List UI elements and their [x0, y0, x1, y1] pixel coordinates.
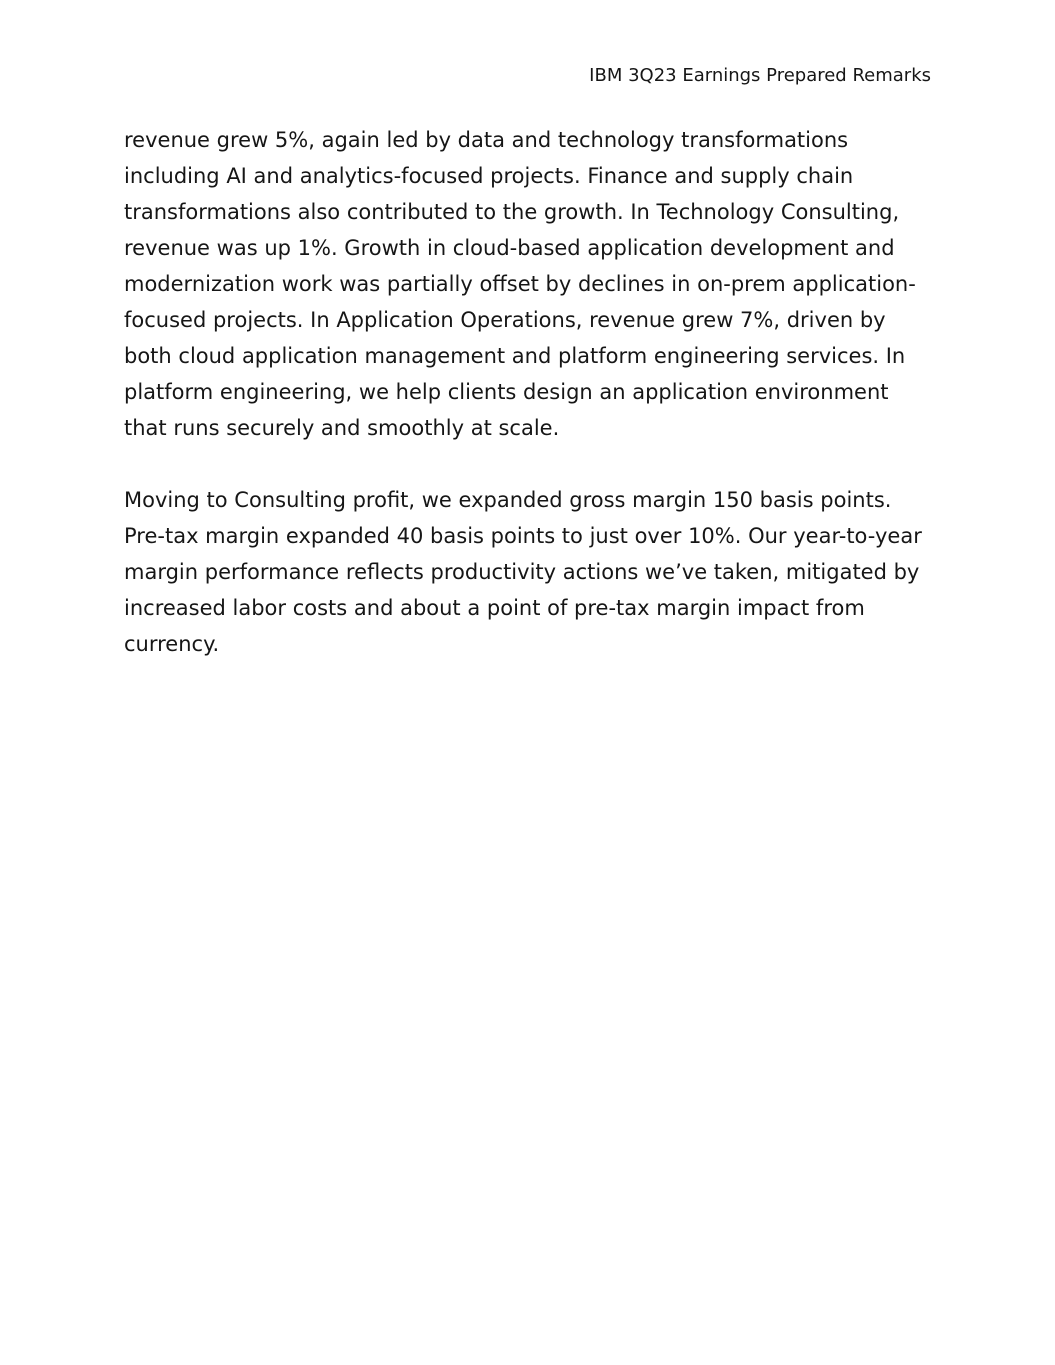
running-header: IBM 3Q23 Earnings Prepared Remarks: [589, 65, 931, 86]
body-text: [124, 122, 924, 698]
paragraph-consulting-profit: Moving to Consulting profit, we expanded gross margin 150 basis points. Pre-tax margin expanded 40 basis points to just over 10%. Our year-to-year margin performance reflects productivity actions we’ve taken, mitigated by increased labor costs and about a point of pre-tax margin impact from currency.: [124, 488, 922, 656]
paragraph-consulting-revenue: revenue grew 5%, again led by data and technology transformations including AI and analytics-focused projects. Finance and supply chain transformations also contributed to the growth. In Technology Consulting, revenue was up 1%. Growth in cloud-based application development and modernization work was partially offset by declines in on-prem application-focused projects. In Application Operations, revenue grew 7%, driven by both cloud application management and platform engineering services. In platform engineering, we help clients design an application environment that runs securely and smoothly at scale.: [124, 128, 916, 440]
